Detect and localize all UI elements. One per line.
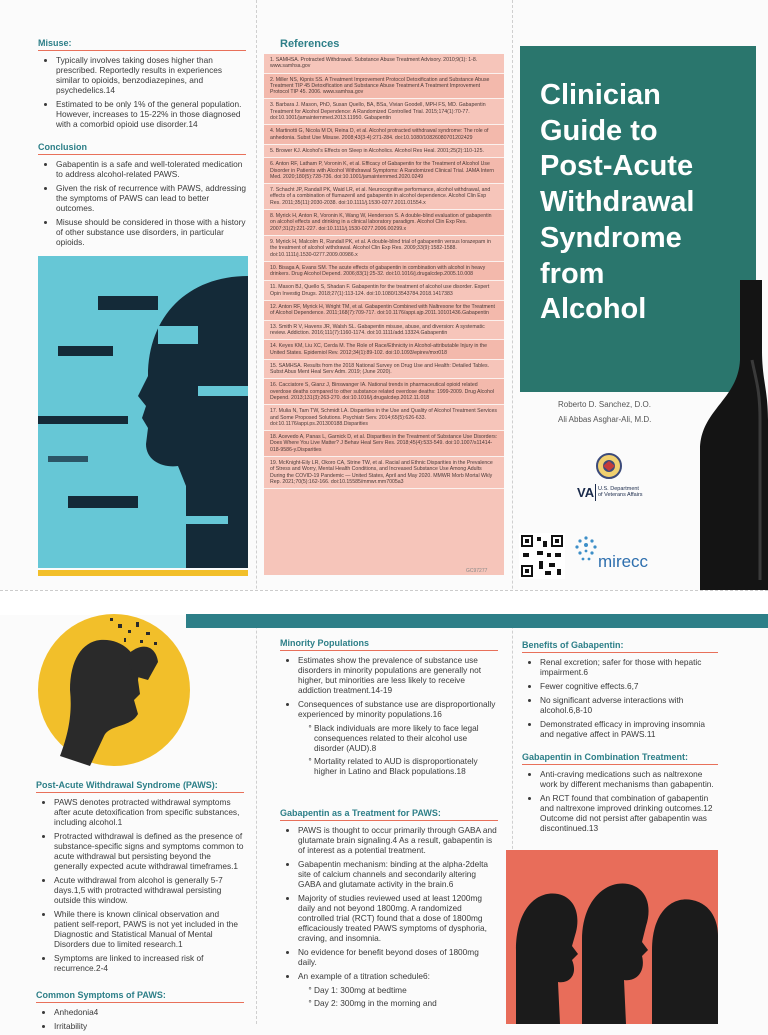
- references-heading: References: [280, 38, 340, 50]
- reference-item: 10. Bisaga A, Evans SM. The acute effects of gabapentin in combination with alcohol in heavy drinkers. Drug Alcohol Depend. 2006;83(1):25-32. doi:10.1016/j.drugalcdep.2005.10.008: [264, 262, 504, 282]
- benefit-item: • Renal excretion; safer for those with hepatic impairment.6: [540, 657, 718, 677]
- reference-item: 8. Myrick H, Anton R, Voronin K, Wang W, Henderson S. A double-blind evaluation of gabapentin on alcohol effects and drinking in a clinical laboratory paradigm. Alcohol Clin Exp Res. 2007;31(2):221-227. doi:10.1111/j.1530-0277.2006.00299.x: [264, 210, 504, 236]
- reference-item: 5. Brower KJ. Alcohol's Effects on Sleep in Alcoholics. Alcohol Res Heal. 2001;25(2):110-125.: [264, 145, 504, 158]
- cover-title-line: Alcohol: [540, 293, 647, 326]
- yellow-bar: [38, 570, 248, 576]
- reference-item: 14. Keyes KM, Liu XC, Cerda M. The Role of Race/Ethnicity in Alcohol-attributable Injury in the United States. Epidemiol Rev. 2012;34(1):89-102. doi:10.1093/epirev/mxr018: [264, 340, 504, 360]
- reference-item: 1. SAMHSA. Protracted Withdrawal. Substance Abuse Treatment Advisory. 2010;9(1): 1-8. www.samhsa.gov: [264, 54, 504, 74]
- benefits-section: [522, 640, 718, 743]
- paws-item: • While there is known clinical observation and patient self-report, PAWS is not yet included in the Diagnostic and Statistical Manual of Mental Disorders due to limited research.1: [54, 909, 244, 949]
- minority-heading: Minority Populations: [280, 638, 498, 651]
- gabapentin-treatment-item: • Gabapentin mechanism: binding at the alpha-2delta site of calcium channels and secondarily altering GABA and glutamate activity in the brain.6: [298, 859, 498, 889]
- paws-item: • PAWS denotes protracted withdrawal symptoms after acute detoxification from specific substances, including alcohol.1: [54, 797, 244, 827]
- teal-header-band: [186, 614, 768, 628]
- reference-item: 7. Schacht JP, Randall PK, Waid LR, et al. Neurocognitive performance, alcohol withdrawal, and effects of a combination of flumazenil and gabapentin in alcohol dependence. Alcohol Clin Exp Res. 2011;35(11):2030-2038. doi:10.1111/j.1530-0277.2011.01554.x: [264, 184, 504, 210]
- benefit-item: • Demonstrated efficacy in improving insomnia and negative affect in PAWS.11: [540, 719, 718, 739]
- conclusion-item: • Gabapentin is a safe and well-tolerated medication to address alcohol-related PAWS.: [56, 159, 246, 179]
- paws-heading: Post-Acute Withdrawal Syndrome (PAWS):: [36, 780, 244, 793]
- glitch-head-illustration: [38, 256, 248, 568]
- gabapentin-treatment-section: [280, 808, 498, 1011]
- reference-item: 6. Anton RF, Latham P, Voronin K, et al. Efficacy of Gabapentin for the Treatment of Alcohol Use Disorder in Patients with Alcohol Withdrawal Symptoms: A Randomized Clinical Trial. JAMA Intern Med. 2020;180(5):728-736. doi:10.1001/jamainternmed.2020.0249: [264, 158, 504, 184]
- combination-section: [522, 752, 718, 837]
- gabapentin-treatment-item: • An example of a titration schedule6:: [298, 971, 498, 981]
- symptom-item: • Anhedonia4: [54, 1007, 244, 1017]
- cover-title-line: Guide to: [540, 114, 658, 147]
- gabapentin-treatment-item: • PAWS is thought to occur primarily through GABA and glutamate brain signaling.4 As a result, gabapentin is of interest as a potential treatment.: [298, 825, 498, 855]
- bottle-illustration: [700, 280, 768, 590]
- reference-item: 13. Smith R V, Havens JR, Walsh SL. Gabapentin misuse, abuse, and diversion: A systematic review. Addiction. 2016;111(7):1160-1174. doi:10.1111/add.13324.Gabapentin: [264, 321, 504, 341]
- reference-item: 18. Acevedo A, Panas L, Garnick D, et al. Disparities in the Treatment of Substance Use Disorders: Does Where You Live Matter? J Behav Heal Serv Res. 2018;45(4):533-549. doi:10.1007/s11414-018-9586-y.Disparities: [264, 431, 504, 457]
- reference-item: 11. Mason BJ, Quello S, Shadan F. Gabapentin for the treatment of alcohol use disorder. Expert Opin Investig Drugs. 2018;27(1):113-124. doi:10.1080/13543784.2018.1417383: [264, 281, 504, 301]
- minority-subitem: ° Black individuals are more likely to face legal consequences related to their alcohol use disorder (AUD).8: [314, 723, 498, 753]
- symptom-item: • Irritability: [54, 1021, 244, 1031]
- cover-title-line: from: [540, 257, 605, 290]
- va-divider: [595, 484, 596, 501]
- va-logo-mark: VA: [577, 485, 595, 500]
- reference-item: 15. SAMHSA. Results from the 2018 National Survey on Drug Use and Health: Detailed Tables. Subst Abus Ment Heal Serv Adm. 2019; (June 2020).: [264, 360, 504, 380]
- titration-step: ° Day 1: 300mg at bedtime: [314, 985, 498, 995]
- va-dept-line: U.S. Department: [598, 486, 639, 492]
- reference-item: 3. Barbara J. Mason, PhD, Susan Quello, BA, BSa, Vivian Goodell, MPH FS, MD. Gabapentin Treatment for Alcohol Dependence: A Randomized Controlled Trial. 2015;174(1):70-77. doi:10.1001/jamainternmed.2013.11950. Gabapentin: [264, 99, 504, 125]
- cover-title-line: Syndrome: [540, 221, 682, 254]
- cover-title-line: Withdrawal: [540, 186, 695, 219]
- minority-item: • Consequences of substance use are disproportionally experienced by minority populations.16: [298, 699, 498, 719]
- headache-illustration: [30, 610, 198, 770]
- mirecc-wordmark: mirecc: [598, 552, 649, 571]
- misuse-item: • Typically involves taking doses higher than prescribed. Reportedly results in experiences similar to opioids, benzodiazepines, and psychedelics.14: [56, 55, 246, 95]
- paws-item: • Acute withdrawal from alcohol is generally 5-7 days.1,5 with protracted withdrawal persisting outside this window.: [54, 875, 244, 905]
- author-name: Ali Abbas Asghar-Ali, M.D.: [558, 415, 652, 424]
- paws-item: • Protracted withdrawal is defined as the presence of substance-specific signs and symptoms common to acute withdrawal but persisting beyond the generally expected acute withdrawal timeframes.1: [54, 831, 244, 871]
- symptoms-heading: Common Symptoms of PAWS:: [36, 990, 244, 1003]
- benefit-item: • No significant adverse interactions with alcohol.6,8-10: [540, 695, 718, 715]
- silhouettes-illustration: [506, 850, 718, 1024]
- paws-section: [36, 780, 244, 977]
- cover-title-line: Post-Acute: [540, 150, 694, 183]
- misuse-section: [38, 38, 246, 133]
- mirecc-logo-icon: [571, 534, 601, 566]
- combination-item: • Anti-craving medications such as naltrexone work by different mechanisms than gabapentin.: [540, 769, 718, 789]
- paws-item: • Symptoms are linked to increased risk of recurrence.2-4: [54, 953, 244, 973]
- va-dept-line: of Veterans Affairs: [598, 492, 643, 498]
- reference-item: 19. McKnight-Eily LR, Okoro CA, Strine TW, et al. Racial and Ethnic Disparities in the Prevalence of Stress and Worry, Mental Health Conditions, and Increased Substance Use Among Adults During the COVID-19 Pandemic — United States, April and May 2020. MMWR Morb Mortal Wkly Rep. 2021;70(5):162-166. doi:10.15585/mmwr.mm7005a3: [264, 457, 504, 489]
- reference-item: 9. Myrick H, Malcolm R, Randall PK, et al. A double-blind trial of gabapentin versus lorazepam in the treatment of alcohol withdrawal. Alcohol Clin Exp Res. 2009;33(9):1582-1588. doi:10.1111/j.1530-0277.2009.00986.x: [264, 236, 504, 262]
- fold-line-left: [256, 0, 258, 1024]
- gabapentin-treatment-item: • Majority of studies reviewed used at least 1200mg daily and not beyond 1800mg. A randomized controlled trial (RCT) found that a dose of 1800mg efficaciously treated PAWS symptoms of dysphoria, craving, and insomnia.: [298, 893, 498, 943]
- combination-heading: Gabapentin in Combination Treatment:: [522, 752, 718, 765]
- misuse-item: • Estimated to be only 1% of the general population. However, increases to 15-22% in those diagnosed with a comorbid opioid use disorder.14: [56, 99, 246, 129]
- document-code: GC97277: [466, 568, 488, 574]
- conclusion-item: • Misuse should be considered in those with a history of other substance use disorders, in particular opioids.: [56, 217, 246, 247]
- references-list: [264, 54, 504, 575]
- misuse-heading: Misuse:: [38, 38, 246, 51]
- titration-step: ° Day 2: 300mg in the morning and: [314, 998, 498, 1008]
- symptoms-section: [36, 990, 244, 1035]
- reference-item: 16. Cacciatore S, Gianz J, Binswanger IA. National trends in pharmaceutical opioid related overdose deaths compared to other substance related overdose deaths: 1999-2009. Drug Alcohol Depend. 2013;131(3):263-270. doi:10.1016/j.drugalcdep.2012.11.018: [264, 379, 504, 405]
- va-dept-text: [598, 486, 643, 498]
- author-name: Roberto D. Sanchez, D.O.: [558, 400, 651, 409]
- va-seal-icon: [596, 453, 622, 479]
- minority-item: • Estimates show the prevalence of substance use disorders in minority populations are generally not higher, but minorities are less likely to receive addiction treatment.14-19: [298, 655, 498, 695]
- reference-item: 17. Mulia N, Tam TW, Schmidt LA. Disparities in the Use and Quality of Alcohol Treatment Services and Some Proposed Solutions. Psychiatr Serv. 2014;65(5):626-633. doi:10.1176/appi.ps.201300188.Disparities: [264, 405, 504, 431]
- reference-item: 4. Martinotti G, Nicola M Di, Reina D, et al. Alcohol protracted withdrawal syndrome: The role of anhedonia. Subst Use Misuse. 2008;43(3-4):271-284. doi:10.1080/10826080701202429: [264, 125, 504, 145]
- minority-section: [280, 638, 498, 779]
- benefit-item: • Fewer cognitive effects.6,7: [540, 681, 718, 691]
- reference-item: 12. Anton RF, Myrick H, Wright TM, et al. Gabapentin Combined with Naltrexone for the Treatment of Alcohol Dependence. 2011;168(7):709-717. doi:10.1176/appi.ajp.2011.10101436.Gabapentin: [264, 301, 504, 321]
- reference-item: 2. Miller NS, Kipnis SS. A Treatment Improvement Protocol Detoxification and Substance Abuse Treatment TIP 45 Detoxification and Substance Abuse Treatment A Treatment Improvement Protocol TIP 45. 2006. www.samhsa.gov: [264, 74, 504, 100]
- qr-code-icon[interactable]: [519, 533, 565, 579]
- conclusion-section: [38, 142, 246, 251]
- minority-subitem: ° Mortality related to AUD is disproportionately higher in Latino and Black populations.18: [314, 756, 498, 776]
- gabapentin-treatment-heading: Gabapentin as a Treatment for PAWS:: [280, 808, 498, 821]
- combination-item: • An RCT found that combination of gabapentin and naltrexone improved drinking outcomes.12 Outcome did not persist after gabapentin was discontinued.13: [540, 793, 718, 833]
- conclusion-item: • Given the risk of recurrence with PAWS, addressing the symptoms of PAWS can lead to better outcomes.: [56, 183, 246, 213]
- conclusion-heading: Conclusion: [38, 142, 246, 155]
- gabapentin-treatment-item: • No evidence for benefit beyond doses of 1800mg daily.: [298, 947, 498, 967]
- benefits-heading: Benefits of Gabapentin:: [522, 640, 718, 653]
- cover-title-line: Clinician: [540, 79, 661, 111]
